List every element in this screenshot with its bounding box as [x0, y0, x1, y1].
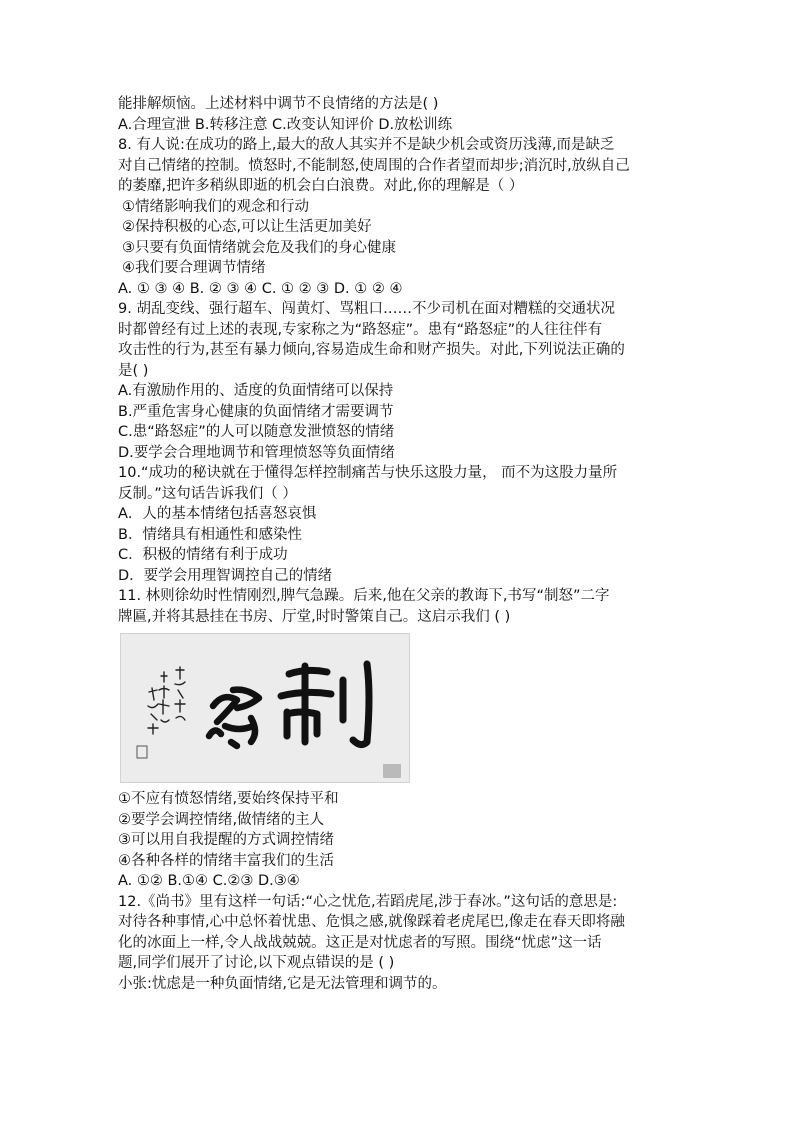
option-c: C.患“路怒症”的人可以随意发泄愤怒的情绪	[118, 424, 395, 440]
text-line: 对待各种事情,心中总怀着忧患、危惧之感,就像踩着老虎尾巴,像走在春天即将融	[118, 914, 625, 930]
text-line: 牌匾,并将其悬挂在书房、厅堂,时时警策自己。这启示我们 ( )	[118, 608, 511, 625]
question-12-stem: 12.《尚书》里有这样一句话:“心之忧危,若蹈虎尾,涉于春冰。”这句话的意思是:	[118, 893, 618, 910]
question-block-bottom	[118, 789, 678, 994]
statement-3: ③只要有负面情绪就会危及我们的身心健康	[122, 239, 396, 256]
text-line: 小张:忧虑是一种负面情绪,它是无法管理和调节的。	[118, 975, 447, 992]
statement-4: ④各种各样的情绪丰富我们的生活	[118, 852, 334, 869]
option-d: D.要学会合理地调节和管理愤怒等负面情绪	[118, 444, 395, 461]
calligraphy-drawing	[121, 634, 409, 782]
statement-2: ②保持积极的心态,可以让生活更加美好	[122, 219, 372, 235]
option-d: D．要学会用理智调控自己的情绪	[118, 567, 333, 584]
statement-4: ④我们要合理调节情绪	[122, 260, 266, 276]
option-a: A．人的基本情绪包括喜怒哀惧	[118, 506, 317, 522]
text-line: 是( )	[118, 362, 149, 379]
option-b: B．情绪具有相通性和感染性	[118, 526, 302, 543]
text-line: 反制。”这句话告诉我们（ ）	[118, 485, 297, 502]
character-nu	[209, 690, 259, 746]
seal-stamp	[383, 764, 401, 778]
text-line: 化的冰面上一样,令人战战兢兢。这正是对忧虑者的写照。围绕“忧虑”这一话	[118, 934, 602, 951]
statement-1: ①不应有愤怒情绪,要始终保持平和	[118, 791, 339, 807]
answer-options: A. ① ③ ④ B. ② ③ ④ C. ① ② ③ D. ① ② ④	[118, 280, 403, 297]
question-block-top	[118, 94, 678, 627]
document-page	[118, 94, 678, 994]
question-11-stem: 11. 林则徐幼时性情刚烈,脾气急躁。后来,他在父亲的教诲下,书写“制怒”二字	[118, 588, 610, 604]
statement-2: ②要学会调控情绪,做情绪的主人	[118, 811, 325, 828]
text-line: 攻击性的行为,甚至有暴力倾向,容易造成生命和财产损失。对此,下列说法正确的	[118, 342, 625, 358]
text-line: 能排解烦恼。上述材料中调节不良情绪的方法是( )	[118, 96, 439, 112]
text-line: 题,同学们展开了讨论,以下观点错误的是 ( )	[118, 955, 395, 971]
answer-options: A. ①② B.①④ C.②③ D.③④	[118, 873, 300, 889]
statement-3: ③可以用自我提醒的方式调控情绪	[118, 832, 334, 848]
question-10-stem: 10.“成功的秘诀就在于懂得怎样控制痛苦与快乐这股力量， 而不为这股力量所	[118, 465, 618, 481]
text-line: 的萎靡,把许多稍纵即逝的机会白白浪费。对此,你的理解是（ ）	[118, 178, 524, 194]
option-a: A.有激励作用的、适度的负面情绪可以保持	[118, 383, 394, 399]
seal-stamp	[137, 746, 147, 758]
text-line: 对自己情绪的控制。愤怒时,不能制怒,使周围的合作者望而却步;消沉时,放纵自己	[118, 157, 630, 174]
question-9-stem: 9. 胡乱变线、强行超车、闯黄灯、骂粗口……不少司机在面对糟糕的交通状况	[118, 301, 615, 317]
option-b: B.严重危害身心健康的负面情绪才需要调节	[118, 403, 394, 420]
statement-1: ①情绪影响我们的观念和行动	[122, 198, 309, 215]
answer-options: A.合理宣泄 B.转移注意 C.改变认知评价 D.放松训练	[118, 116, 453, 133]
calligraphy-plaque-image	[120, 633, 410, 783]
character-zhi	[281, 664, 369, 745]
option-c: C．积极的情绪有利于成功	[118, 547, 288, 563]
inscription-strokes	[148, 667, 185, 734]
text-line: 时都曾经有过上述的表现,专家称之为“路怒症”。患有“路怒症”的人往往伴有	[118, 321, 603, 338]
question-8-stem: 8. 有人说:在成功的路上,最大的敌人其实并不是缺少机会或资历浅薄,而是缺乏	[118, 137, 615, 153]
